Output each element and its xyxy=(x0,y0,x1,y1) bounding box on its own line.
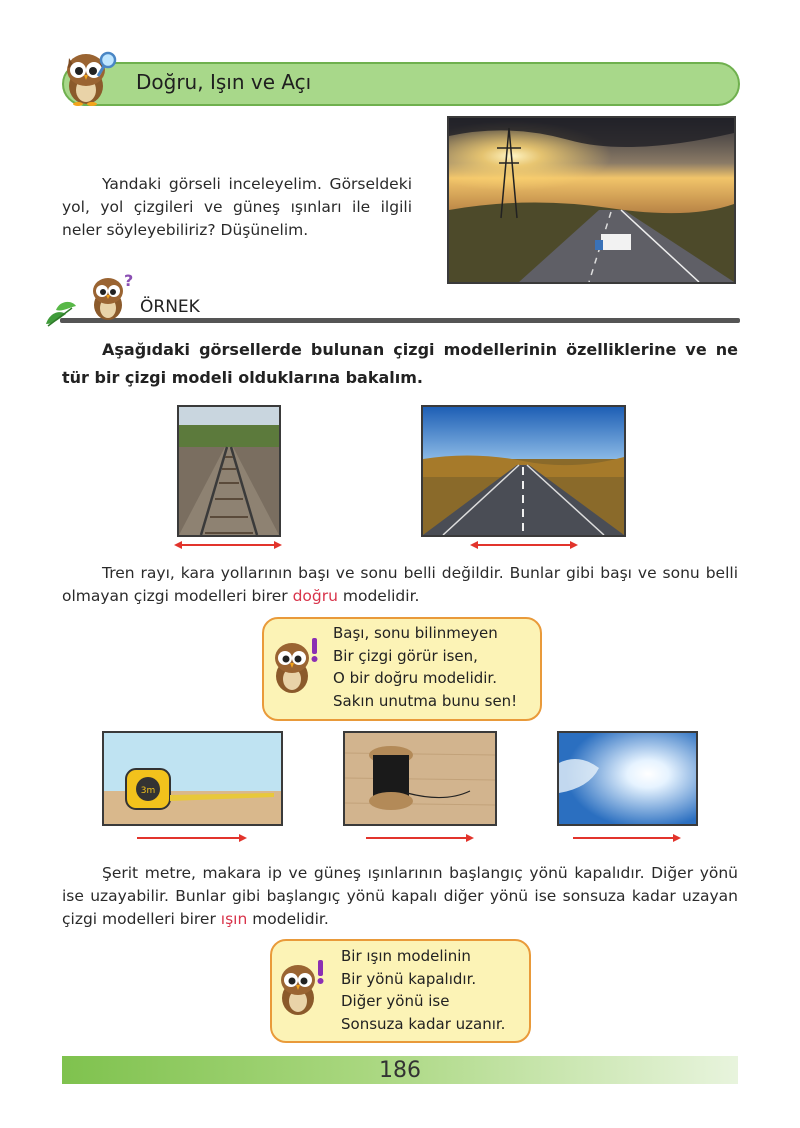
double-arrow-icon xyxy=(470,539,578,551)
ray-arrow-icon xyxy=(366,832,474,844)
svg-text:?: ? xyxy=(124,272,134,290)
sunlight-photo xyxy=(557,731,698,826)
line-text: Tren rayı, kara yollarının başı ve sonu belli değildir. Bunlar gibi başı ve sonu belli olmayan çizgi modelleri birer xyxy=(62,564,738,605)
line-paragraph xyxy=(62,562,738,608)
ray-poem xyxy=(341,945,505,1035)
poem-line: Sonsuza kadar uzanır. xyxy=(341,1014,506,1033)
highway-photo xyxy=(447,116,736,284)
line-poem xyxy=(333,622,517,712)
ray-arrow-icon xyxy=(137,832,247,844)
railway-photo xyxy=(177,405,281,537)
example-divider xyxy=(60,318,740,323)
poem-line: Diğer yönü ise xyxy=(341,992,450,1010)
leaf-icon xyxy=(42,296,82,330)
poem-line: Sakın unutma bunu sen! xyxy=(333,691,518,710)
owl-exclamation-icon xyxy=(274,956,330,1018)
road-photo xyxy=(421,405,626,537)
example-instruction xyxy=(62,336,738,392)
example-title: ÖRNEK xyxy=(140,297,200,317)
poem-line: O bir doğru modelidir. xyxy=(333,669,497,687)
ray-text-end: modelidir. xyxy=(247,910,329,928)
example-instruction-text: Aşağıdaki görsellerde bulunan çizgi modellerinin özelliklerine ve ne tür bir çizgi modeli olduklarına bakalım. xyxy=(62,340,738,387)
ray-paragraph xyxy=(62,862,738,931)
ray-arrow-icon xyxy=(573,832,681,844)
thread-spool-photo xyxy=(343,731,497,826)
double-arrow-icon xyxy=(174,539,282,551)
ray-keyword: ışın xyxy=(220,910,248,928)
tape-measure-photo xyxy=(102,731,283,826)
owl-magnifier-icon xyxy=(58,46,120,108)
poem-line: Bir çizgi görür isen, xyxy=(333,646,478,665)
ray-text: Şerit metre, makara ip ve güneş ışınlarının başlangıç yönü kapalıdır. Diğer yönü ise uzayabilir. Bunlar gibi başlangıç yönü kapalı diğer yönü ise sonsuza kadar uzayan çizgi modelleri birer xyxy=(62,864,738,928)
owl-question-icon xyxy=(86,272,136,322)
poem-line: Bir yönü kapalıdır. xyxy=(341,969,477,988)
line-keyword: doğru xyxy=(292,587,338,605)
poem-line: Bir ışın modelinin xyxy=(341,947,471,965)
owl-exclamation-icon xyxy=(268,634,324,696)
page-number: 186 xyxy=(379,1058,421,1083)
tape-label: 3m xyxy=(140,786,156,796)
line-text-end: modelidir. xyxy=(337,587,420,605)
intro-text: Yandaki görseli inceleyelim. Görseldeki yol, yol çizgileri ve güneş ışınları ile ilgili neler söyleyebiliriz? Düşünelim. xyxy=(62,175,412,239)
poem-line: Başı, sonu bilinmeyen xyxy=(333,624,498,642)
page-title: Doğru, Işın ve Açı xyxy=(136,70,312,94)
intro-paragraph xyxy=(62,173,412,242)
